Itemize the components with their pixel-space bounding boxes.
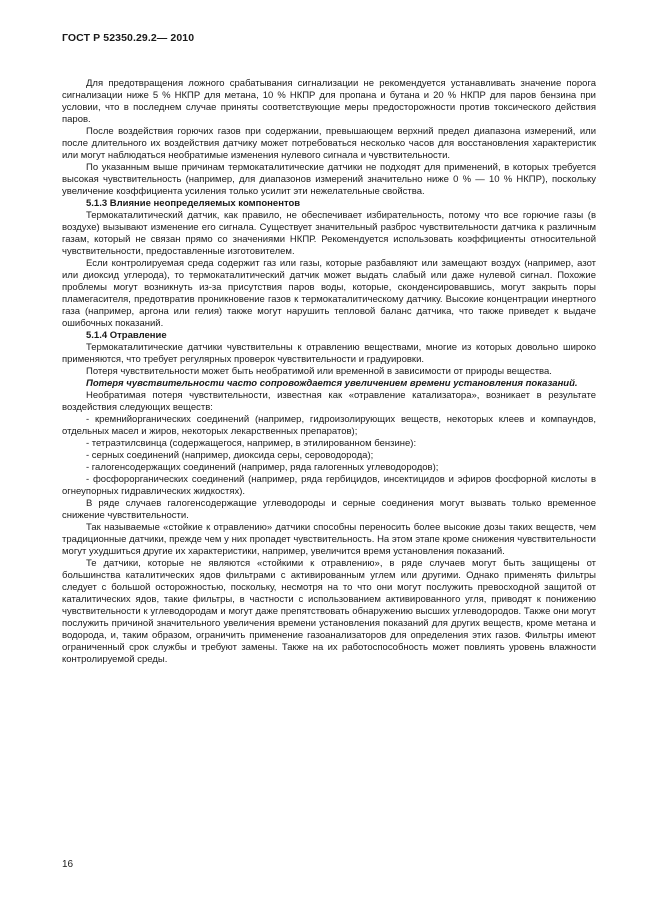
list-item: - кремнийорганических соединений (например, гидроизолирующих веществ, некоторых клеев и компаундов, отдельных масел и жиров, некоторых лекарственных препаратов);	[62, 414, 596, 437]
list-item: - серных соединений (например, диоксида серы, сероводорода);	[86, 450, 374, 461]
document-header: ГОСТ Р 52350.29.2— 2010	[62, 32, 195, 44]
document-body	[62, 78, 596, 666]
section-heading: 5.1.4 Отравление	[86, 330, 167, 341]
paragraph: Термокаталитические датчики чувствительны к отравлению веществами, многие из которых довольно широко применяются, что требует регулярных проверок чувствительности и градуировки.	[62, 342, 596, 365]
emphasis-paragraph: Потеря чувствительности часто сопровождается увеличением времени установления показаний.	[86, 378, 578, 389]
paragraph: Необратимая потеря чувствительности, известная как «отравление катализатора», возникает в результате воздействия следующих веществ:	[62, 390, 596, 413]
paragraph: Потеря чувствительности может быть необратимой или временной в зависимости от природы вещества.	[86, 366, 552, 377]
paragraph: Те датчики, которые не являются «стойкими к отравлению», в ряде случаев могут быть защищены от большинства каталитических ядов фильтрами с активированным углем или другими. Однако применять фильтры следует с большой осторожностью, поскольку, несмотря на то что они могут послужить превосходной защитой от каталитических ядов, такие фильтры, в частности с использованием активированного угля, приводят к понижению чувствительности к углеводородам и могут даже препятствовать обнаружению высших углеводородов. Также они могут послужить причиной значительного увеличения времени установления показаний для других веществ, кроме метана и водорода, и, таким образом, ограничить применение газоанализаторов для определения этих газов. Фильтры имеют ограниченный срок службы и требуют замены. Также на их работоспособность может повлиять уровень влажности контролируемой среды.	[62, 558, 596, 665]
paragraph: Термокаталитический датчик, как правило, не обеспечивает избирательность, потому что все горючие газы (в воздухе) вызывают изменение его сигнала. Существует значительный разброс чувствительности датчика к различным газам, который не связан прямо со значениями НКПР. Рекомендуется использовать коэффициенты относительной чувствительности, предоставленные изготовителем.	[62, 210, 596, 257]
list-item: - тетраэтилсвинца (содержащегося, например, в этилированном бензине):	[86, 438, 417, 449]
paragraph: В ряде случаев галогенсодержащие углеводороды и серные соединения могут вызвать только временное снижение чувствительности.	[62, 498, 596, 521]
paragraph: По указанным выше причинам термокаталитические датчики не подходят для применений, в которых требуется высокая чувствительность (например, для диапазонов измерений значительно ниже 0 % — 10 % НКПР), поскольку увеличение коэффициента усиления только усилит эти нежелательные свойства.	[62, 162, 596, 197]
list-item: - фосфорорганических соединений (например, ряда гербицидов, инсектицидов и эфиров фосфорной кислоты в огнеупорных гидравлических жидкостях).	[62, 474, 596, 497]
section-heading: 5.1.3 Влияние неопределяемых компонентов	[86, 198, 301, 209]
paragraph: Если контролируемая среда содержит газ или газы, которые разбавляют или замещают воздух (например, азот или диоксид углерода), то термокаталитический датчик может выдать слабый или даже нулевой сигнал. Похожие проблемы могут возникнуть из-за присутствия паров воды, которые, сконденсировавшись, могут закрыть поры пламегасителя, предотвратив проникновение газов к термокаталитическому датчику. Высокие концентрации инертного газа (например, аргона или гелия) также могут нарушить тепловой баланс датчика, что также приведет к выдаче ошибочных показаний.	[62, 258, 596, 329]
paragraph: После воздействия горючих газов при содержании, превышающем верхний предел диапазона измерений, или после длительного их воздействия датчику может потребоваться несколько часов для восстановления характеристик или могут наблюдаться необратимые изменения нулевого сигнала и чувствительности.	[62, 126, 596, 161]
page-number: 16	[62, 859, 74, 870]
paragraph: Так называемые «стойкие к отравлению» датчики способны переносить более высокие дозы таких веществ, чем традиционные датчики, прежде чем у них пропадет чувствительность. На этом этапе кроме снижения чувствительности могут ухудшиться другие их характеристики, например, увеличится время установления показаний.	[62, 522, 596, 557]
list-item: - галогенсодержащих соединений (например, ряда галогенных углеводородов);	[86, 462, 439, 473]
paragraph: Для предотвращения ложного срабатывания сигнализации не рекомендуется устанавливать значение порога сигнализации ниже 5 % НКПР для метана, 10 % НКПР для пропана и бутана и 20 % НКПР для паров бензина при условии, что в последнем случае приняты соответствующие меры предосторожности против токсического действия паров.	[62, 78, 596, 125]
